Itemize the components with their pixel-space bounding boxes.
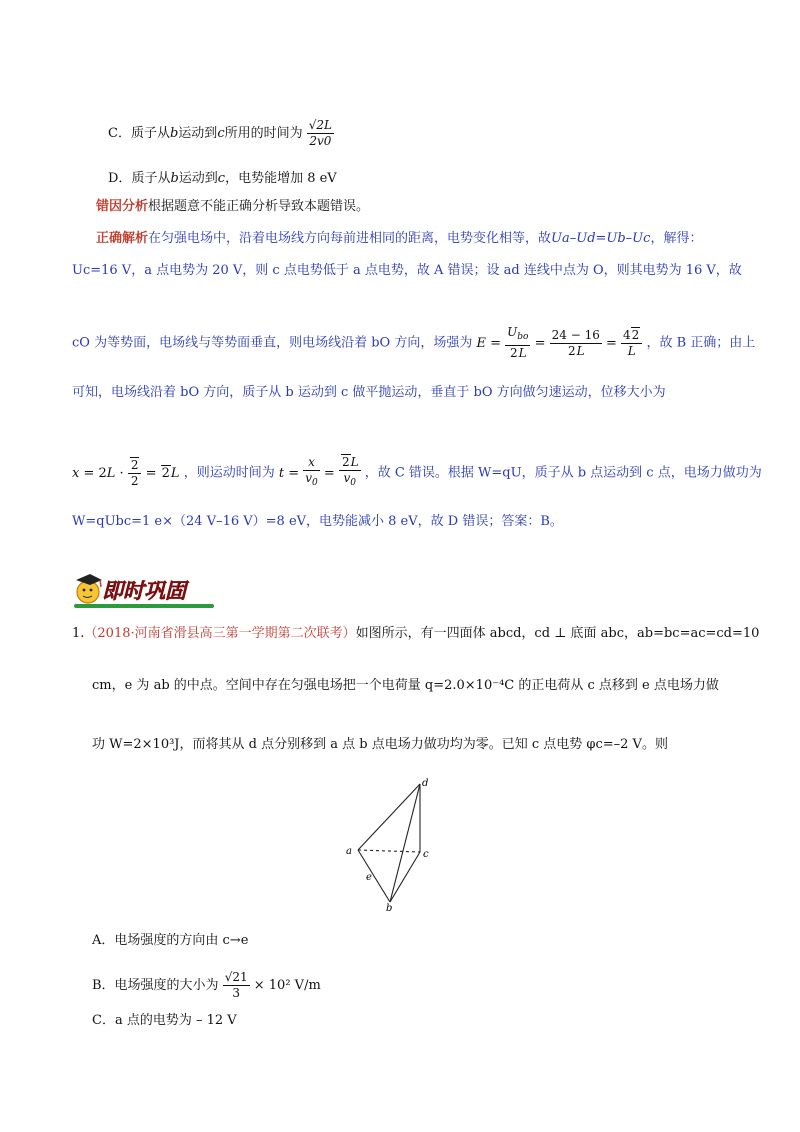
label-e: e <box>366 872 372 883</box>
option-d-prev: D．质子从b运动到c，电势能增加 8 eV <box>108 171 337 186</box>
option-c-prev: C．质子从b运动到c所用的时间为 $\frac{√2L}{2v0}$ <box>108 118 332 148</box>
label-b: b <box>386 903 393 912</box>
solution-line-3: cO 为等势面，电场线与等势面垂直，则电场线沿着 bO 方向，场强为 E = $\frac{U_{bo}}{2L}$ = $\frac{24 - 16}{2L}$ = $\frac{42}{L}$ ，故 B 正确；由上 <box>72 325 756 360</box>
solution-line-1: 正确解析在匀强电场中，沿着电场线方向每前进相同的距离，电势变化相等，故Ua–Ud=Ub–Uc，解得： <box>96 231 703 246</box>
tetrahedron-figure <box>340 772 480 912</box>
error-analysis: 错因分析根据题意不能正确分析导致本题错误。 <box>96 199 370 214</box>
time-fraction: $\frac{√2L}{2v0}$ <box>308 118 332 148</box>
mascot-icon <box>76 574 102 603</box>
banner-title: 即时巩固 <box>102 578 186 603</box>
label-d: d <box>422 778 429 789</box>
error-analysis-tag: 错因分析 <box>96 199 149 214</box>
question1-line-2: cm，e 为 ab 的中点。空间中存在匀强电场把一个电荷量 q=2.0×10⁻⁴C 的正电荷从 c 点移到 e 点电场力做 <box>92 678 719 693</box>
label-a: a <box>346 846 352 857</box>
field-formula: E = $\frac{U_{bo}}{2L}$ = $\frac{24 - 16}{2L}$ = $\frac{42}{L}$ <box>476 336 646 351</box>
option-a: A．电场强度的方向由 c→e <box>92 933 249 948</box>
solution-line-4: 可知，电场线沿着 bO 方向，质子从 b 运动到 c 做平抛运动，垂直于 bO 方向做匀速运动，位移大小为 <box>72 385 666 400</box>
label-c: c <box>423 849 429 860</box>
time-formula: t = $\frac{x}{v_0}$ = $\frac{2L}{v_0}$ <box>278 455 359 488</box>
solution-line-5: x = 2L · $\frac{2}{2}$ = 2L ，则运动时间为 t = $\frac{x}{v_0}$ = $\frac{2L}{v_0}$ ，故 C 错误。根据 W=qU，质子从 b 点运动到 c 点，电场力做功为 <box>72 455 762 488</box>
solution-tag: 正确解析 <box>96 231 149 246</box>
solution-line-6: W=qUbc=1 e×（24 V–16 V）=8 eV，电势能减小 8 eV，故 D 错误；答案：B。 <box>72 514 563 529</box>
section-banner <box>70 568 220 612</box>
option-b: B．电场强度的大小为 $\frac{√21}{3}$ × 10² V/m <box>92 970 321 1000</box>
field-magnitude-fraction: $\frac{√21}{3}$ <box>224 970 248 1000</box>
question1-line-3: 功 W=2×10³J，而将其从 d 点分别移到 a 点 b 点电场力做功均为零。已知 c 点电势 φc=–2 V。则 <box>92 737 668 752</box>
displacement-formula: x = 2L · $\frac{2}{2}$ = 2L <box>72 457 180 488</box>
solution-line-2: Uc=16 V，a 点电势为 20 V，则 c 点电势低于 a 点电势，故 A 错误；设 ad 连线中点为 O，则其电势为 16 V，故 <box>72 263 742 278</box>
question-source: （2018·河南省滑县高三第一学期第二次联考） <box>84 626 356 641</box>
question1-line-1: 1.（2018·河南省滑县高三第一学期第二次联考）如图所示，有一四面体 abcd，cd ⊥ 底面 abc，ab=bc=ac=cd=10 <box>72 626 760 641</box>
option-c: C．a 点的电势为 – 12 V <box>92 1013 237 1028</box>
